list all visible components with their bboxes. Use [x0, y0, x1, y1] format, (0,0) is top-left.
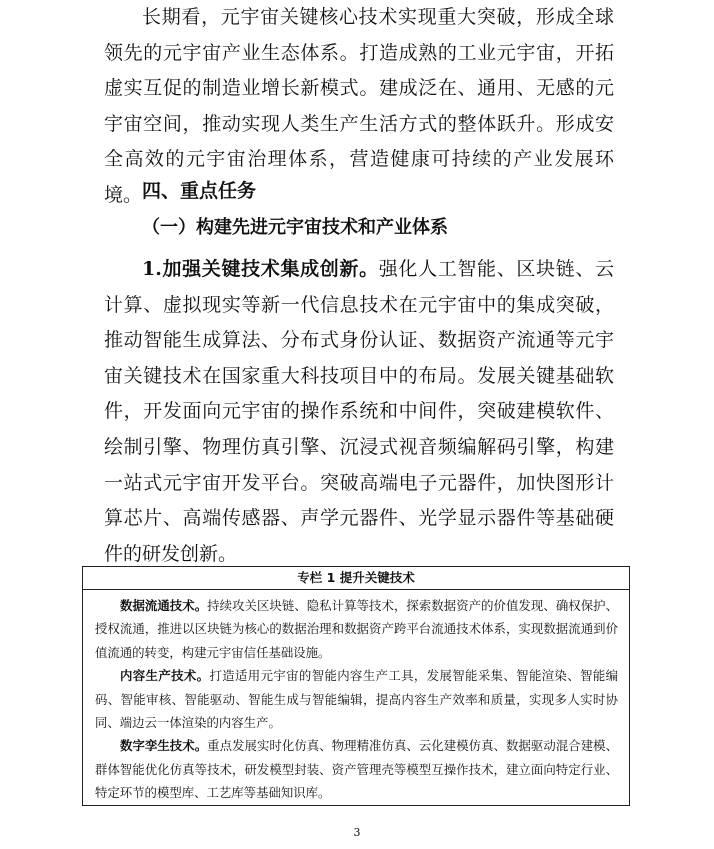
- section-heading: 四、重点任务: [142, 180, 257, 202]
- box-item-data-circulation: [83, 594, 629, 664]
- paragraph-longterm: 长期看，元宇宙关键核心技术实现重大突破，形成全球领先的元宇宙产业生态体系。打造成熟的工业元宇宙，开拓虚实互促的制造业增长新模式。建成泛在、通用、无感的元宇宙空间，推动实现人类生产生活方式的整体跃升。形成安全高效的元宇宙治理体系，营造健康可持续的产业发展环境。: [104, 6, 614, 206]
- box-item-lead: 数字孪生技术。: [120, 738, 208, 754]
- page-number: 3: [353, 826, 361, 839]
- subsection-heading: （一）构建先进元宇宙技术和产业体系: [142, 217, 448, 238]
- box-item-digital-twin: [83, 734, 629, 804]
- box-item-text: 重点发展实时化仿真、物理精准仿真、云化建模仿真、数据驱动混合建模、群体智能优化仿真等技术，研发模型封装、资产管理壳等模型互操作技术，建立面向特定行业、特定环节的模型库、工艺库等基础知识库。: [95, 738, 619, 801]
- box-item-lead: 内容生产技术。: [120, 668, 210, 684]
- box-item-content-production: [83, 664, 629, 734]
- box-item-text: 打造适用元宇宙的智能内容生产工具，发展智能采集、智能渲染、智能编码、智能审核、智能驱动、智能生成与智能编辑，提高内容生产效率和质量，实现多人实时协同、端边云一体渲染的内容生产。: [95, 668, 619, 731]
- paragraph-task-1: [104, 252, 614, 572]
- box-item-text: 持续攻关区块链、隐私计算等技术，探索数据资产的价值发现、确权保护、授权流通，推进以区块链为核心的数据治理和数据资产跨平台流通技术体系，实现数据流通到价值流通的转变，构建元宇宙信任基础设施。: [95, 598, 619, 660]
- column-box-title: 专栏 1 提升关键技术: [83, 567, 629, 590]
- column-box: [82, 566, 630, 806]
- box-item-lead: 数据流通技术。: [120, 598, 208, 613]
- task-1-lead: 1.加强关键技术集成创新。: [142, 258, 379, 280]
- task-1-text: 强化人工智能、区块链、云计算、虚拟现实等新一代信息技术在元宇宙中的集成突破，推动智能生成算法、分布式身份认证、数据资产流通等元宇宙关键技术在国家重大科技项目中的布局。发展关键基础软件，开发面向元宇宙的操作系统和中间件，突破建模软件、绘制引擎、物理仿真引擎、沉浸式视音频编解码引擎，构建一站式元宇宙开发平台。突破高端电子元器件，加快图形计算芯片、高端传感器、声学元器件、光学显示器件等基础硬件的研发创新。: [104, 258, 614, 565]
